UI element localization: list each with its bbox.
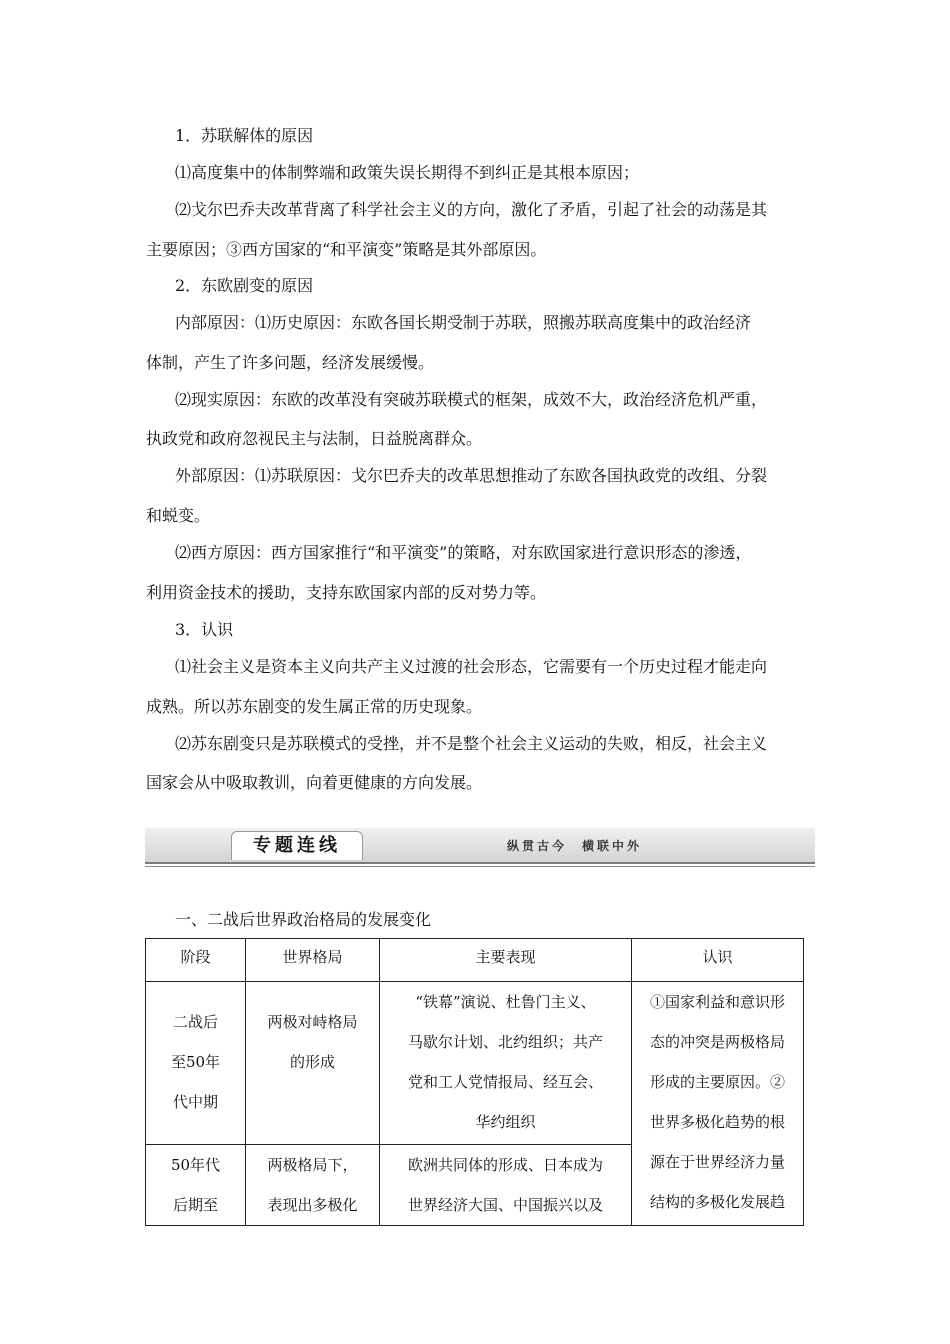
row2-pattern-cell <box>246 1145 380 1226</box>
table-title: 一、二战后世界政治格局的发展变化 <box>175 910 432 929</box>
section3-heading: 3．认识 <box>175 620 234 639</box>
section2-paragraph2-line2: 执政党和政府忽视民主与法制，日益脱离群众。 <box>146 429 483 448</box>
banner-divider <box>145 866 815 867</box>
row1-performance-line: 马歇尔计划、北约组织；共产 <box>407 1033 603 1051</box>
row2-stage-line: 50年代 <box>170 1156 221 1174</box>
political-pattern-table <box>145 938 804 1226</box>
insight-line: 态的冲突是两极格局 <box>649 1033 785 1051</box>
section1-paragraph2-line2: 主要原因；③西方国家的“和平演变”策略是其外部原因。 <box>146 240 547 259</box>
section2-paragraph3-line1: 外部原因：⑴苏联原因：戈尔巴乔夫的改革思想推动了东欧各国执政党的改组、分裂 <box>175 466 768 485</box>
insight-line: 结构的多极化发展趋 <box>649 1193 785 1211</box>
section2-paragraph4-line1: ⑵西方原因：西方国家推行“和平演变”的策略，对东欧国家进行意识形态的渗透， <box>175 543 752 562</box>
table-header-row <box>146 939 804 982</box>
table-header-pattern: 世界格局 <box>246 939 380 982</box>
section1-paragraph2-line1: ⑵戈尔巴乔夫改革背离了科学社会主义的方向，激化了矛盾，引起了社会的动荡是其 <box>175 200 768 219</box>
row1-stage-cell <box>146 982 246 1145</box>
section2-paragraph1-line1: 内部原因：⑴历史原因：东欧各国长期受制于苏联，照搬苏联高度集中的政治经济 <box>175 313 752 332</box>
row1-pattern-line: 的形成 <box>289 1053 335 1071</box>
row1-performance-line: 华约组织 <box>475 1113 536 1131</box>
row1-pattern-cell <box>246 982 380 1145</box>
row1-stage-line: 至50年 <box>170 1053 221 1071</box>
section1-heading: 1．苏联解体的原因 <box>175 126 314 145</box>
insight-line: 世界多极化趋势的根 <box>649 1113 785 1131</box>
table-header-insight: 认识 <box>632 939 804 982</box>
insight-line: ①国家利益和意识形 <box>649 993 785 1011</box>
insight-line: 形成的主要原因。② <box>649 1073 785 1091</box>
section3-paragraph1-line2: 成熟。所以苏东剧变的发生属正常的历史现象。 <box>146 697 483 716</box>
row2-stage-cell <box>146 1145 246 1226</box>
row2-pattern-line: 两极格局下， <box>267 1156 358 1174</box>
row2-pattern-line: 表现出多极化 <box>267 1196 358 1214</box>
section3-paragraph2-line2: 国家会从中吸取教训，向着更健康的方向发展。 <box>146 773 483 792</box>
section1-paragraph1: ⑴高度集中的体制弊端和政策失误长期得不到纠正是其根本原因； <box>175 163 640 182</box>
section2-paragraph1-line2: 体制，产生了许多问题，经济发展缓慢。 <box>146 353 435 372</box>
insight-line: 源在于世界经济力量 <box>649 1153 785 1171</box>
table-header-performance: 主要表现 <box>380 939 632 982</box>
table-header-stage: 阶段 <box>146 939 246 982</box>
row2-performance-cell <box>380 1145 632 1226</box>
row2-stage-line: 后期至 <box>172 1196 218 1214</box>
section2-paragraph2-line1: ⑵现实原因：东欧的改革没有突破苏联模式的框架，成效不大，政治经济危机严重， <box>175 390 768 409</box>
row1-pattern-line: 两极对峙格局 <box>267 1013 358 1031</box>
row2-performance-line: 欧洲共同体的形成、日本成为 <box>407 1156 603 1174</box>
section2-paragraph3-line2: 和蜕变。 <box>146 506 211 525</box>
row1-performance-line: “铁幕”演说、杜鲁门主义、 <box>415 993 596 1011</box>
insight-cell <box>632 982 804 1226</box>
row1-stage-line: 代中期 <box>172 1093 218 1111</box>
section2-heading: 2．东欧剧变的原因 <box>175 276 314 295</box>
section3-paragraph1-line1: ⑴社会主义是资本主义向共产主义过渡的社会形态，它需要有一个历史过程才能走向 <box>175 657 768 676</box>
section3-paragraph2-line1: ⑵苏东剧变只是苏联模式的受挫，并不是整个社会主义运动的失败，相反，社会主义 <box>175 734 768 753</box>
table-row <box>146 982 804 1145</box>
row1-performance-line: 党和工人党情报局、经互会、 <box>407 1073 603 1091</box>
topic-banner <box>145 828 815 864</box>
row1-performance-cell <box>380 982 632 1145</box>
banner-tab-label: 专题连线 <box>231 831 363 860</box>
section2-paragraph4-line2: 利用资金技术的援助，支持东欧国家内部的反对势力等。 <box>146 583 547 602</box>
row2-performance-line: 世界经济大国、中国振兴以及 <box>407 1196 603 1214</box>
row1-stage-line: 二战后 <box>172 1013 218 1031</box>
banner-slogan: 纵贯古今 横联中外 <box>507 839 643 853</box>
